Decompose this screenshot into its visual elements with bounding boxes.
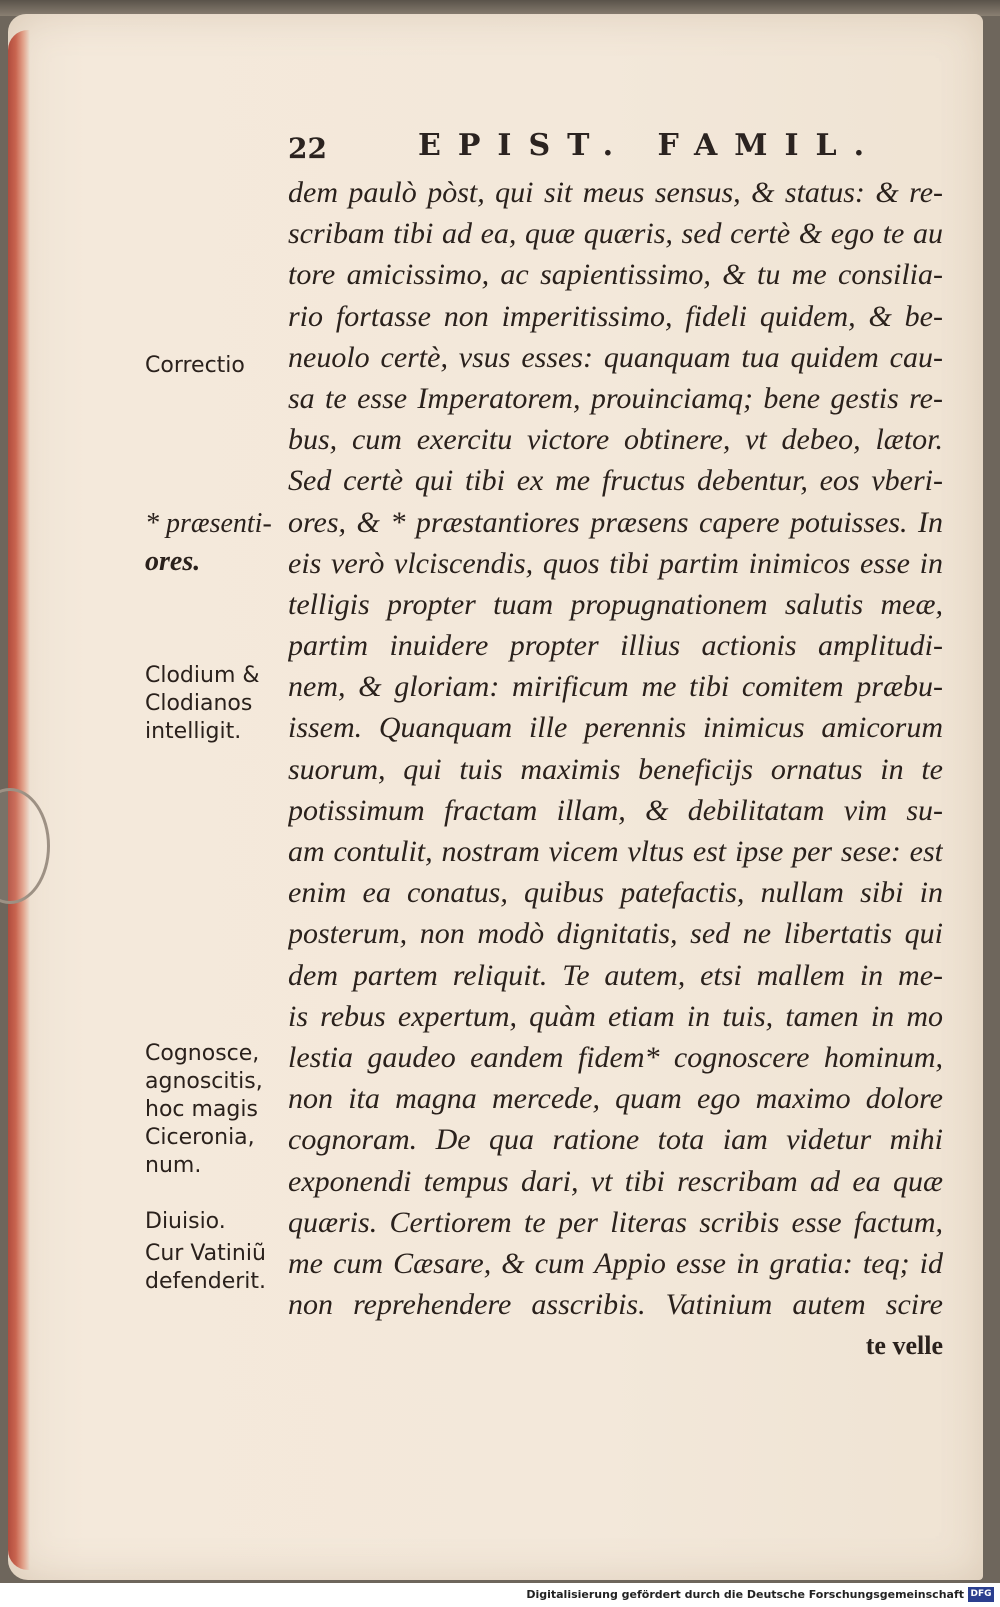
text-line: partim inuidere propter illius actionis amplitudi- xyxy=(288,629,943,663)
text-line: tore amicissimo, ac sapientissimo, & tu me consilia- xyxy=(288,258,943,292)
text-line: Sed certè qui tibi ex me fructus debentur, eos vberi- xyxy=(288,464,943,498)
margin-note-vatinius xyxy=(145,1240,266,1296)
text-line: sa te esse Imperatorem, prouinciamq; bene gestis re- xyxy=(288,381,943,415)
margin-note-line: Diuisio. xyxy=(145,1209,226,1234)
dfg-logo: DFG xyxy=(968,1587,994,1602)
text-line: dem partem reliquit. Te autem, etsi mallem in me- xyxy=(288,958,943,992)
text-line: cognoram. De qua ratione tota iam videtur mihi xyxy=(288,1123,943,1157)
margin-note-diuisio xyxy=(145,1208,226,1236)
margin-note-line: Correctio xyxy=(145,353,245,378)
margin-note-line: num. xyxy=(145,1153,202,1178)
text-line: neuolo certè, vsus esses: quanquam tua quidem cau- xyxy=(288,340,943,374)
margin-note-correctio xyxy=(145,352,245,380)
text-line: telligis propter tuam propugnationem salutis meæ, xyxy=(288,587,943,621)
text-line: posterum, non modò dignitatis, sed ne libertatis qui xyxy=(288,917,943,951)
text-line: non reprehendere asscribis. Vatinium autem scire xyxy=(288,1288,943,1322)
catchword: te velle xyxy=(865,1331,943,1361)
text-line: eis verò vlciscendis, quos tibi partim inimicos esse in xyxy=(288,546,943,580)
text-line: suorum, qui tuis maximis beneficijs ornatus in te xyxy=(288,752,943,786)
margin-note-cognosce xyxy=(145,1040,263,1180)
text-line: bus, cum exercitu victore obtinere, vt debeo, lætor. xyxy=(288,423,943,457)
text-line: issem. Quanquam ille perennis inimicus amicorum xyxy=(288,711,943,745)
margin-note-line: Ciceronia, xyxy=(145,1125,255,1150)
text-line: potissimum fractam illam, & debilitatam vim su- xyxy=(288,793,943,827)
text-line: scribam tibi ad ea, quæ quæris, sed certè & ego te au xyxy=(288,217,943,251)
main-text-block xyxy=(288,172,943,1366)
margin-note-clodium xyxy=(145,662,260,746)
margin-note-line: Clodianos xyxy=(145,691,253,716)
page-header xyxy=(288,128,882,178)
text-line: is rebus expertum, quàm etiam in tuis, tamen in mo xyxy=(288,999,943,1033)
margin-note-line: Cognosce, xyxy=(145,1041,260,1066)
margin-note-praesentiores xyxy=(145,505,272,581)
text-line: lestia gaudeo eandem fidem* cognoscere hominum, xyxy=(288,1040,943,1074)
margin-note-line: ores. xyxy=(145,546,201,577)
text-line: nem, & gloriam: mirificum me tibi comitem præbu- xyxy=(288,670,943,704)
text-line: dem paulò pòst, qui sit meus sensus, & status: & re- xyxy=(288,176,943,209)
text-line: quæris. Certiorem te per literas scribis esse factum, xyxy=(288,1205,943,1239)
margin-note-line: Clodium & xyxy=(145,663,260,688)
margin-note-line: defenderit. xyxy=(145,1269,266,1294)
text-line: me cum Cæsare, & cum Appio esse in gratia: teq; id xyxy=(288,1246,943,1280)
funding-credit: Digitalisierung gefördert durch die Deutsche Forschungsgemeinschaft xyxy=(526,1588,964,1601)
page-number: 22 xyxy=(288,132,327,165)
footer-bar xyxy=(0,1583,1000,1607)
text-line: am contulit, nostram vicem vltus est ipse per sese: est xyxy=(288,835,943,868)
running-title: EPIST. FAMIL. xyxy=(418,128,882,163)
margin-note-line: * præsenti- xyxy=(145,508,272,539)
text-line: exponendi tempus dari, vt tibi rescribam ad ea quæ xyxy=(288,1164,943,1198)
text-line: enim ea conatus, quibus patefactis, nullam sibi in xyxy=(288,876,943,910)
text-line: ores, & * præstantiores præsens capere potuisses. In xyxy=(288,505,943,539)
margin-note-line: agnoscitis, xyxy=(145,1069,263,1094)
margin-note-line: hoc magis xyxy=(145,1097,258,1122)
margin-note-line: Cur Vatiniũ xyxy=(145,1241,266,1266)
text-line: non ita magna mercede, quam ego maximo dolore xyxy=(288,1082,943,1116)
text-line: rio fortasse non imperitissimo, fideli quidem, & be- xyxy=(288,299,943,333)
margin-note-line: intelligit. xyxy=(145,719,242,744)
